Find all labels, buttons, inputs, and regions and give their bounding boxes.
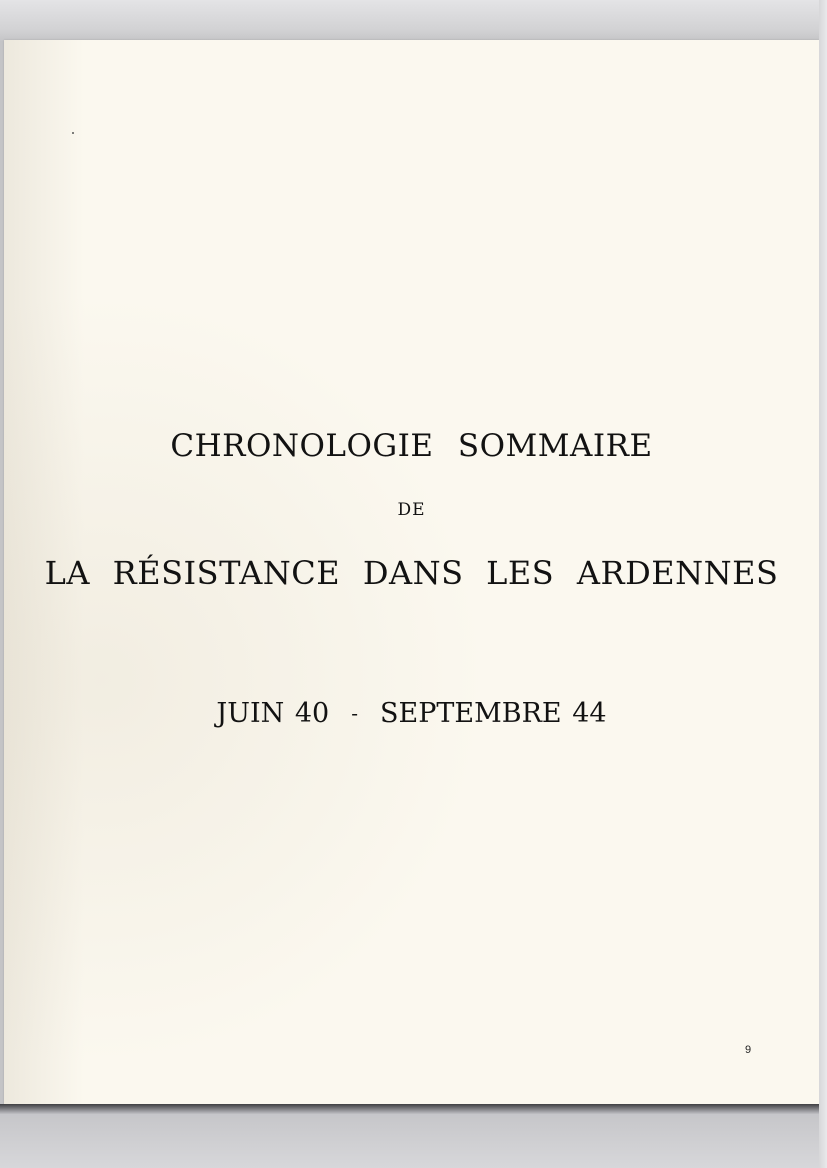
date-separator: - xyxy=(351,701,358,725)
book-page xyxy=(4,40,819,1106)
dust-speck xyxy=(72,132,74,134)
scanner-background xyxy=(0,1114,827,1168)
page-number: 9 xyxy=(745,1044,752,1056)
date-end: SEPTEMBRE 44 xyxy=(380,698,607,729)
page-subtitle: LA RÉSISTANCE DANS LES ARDENNES xyxy=(44,554,779,592)
page-bottom-edge xyxy=(0,1104,827,1114)
scanner-right-edge xyxy=(819,0,827,1168)
date-range xyxy=(4,698,819,729)
title-connector: DE xyxy=(397,500,426,520)
page-title: CHRONOLOGIE SOMMAIRE xyxy=(170,428,653,464)
date-start: JUIN 40 xyxy=(216,698,330,729)
